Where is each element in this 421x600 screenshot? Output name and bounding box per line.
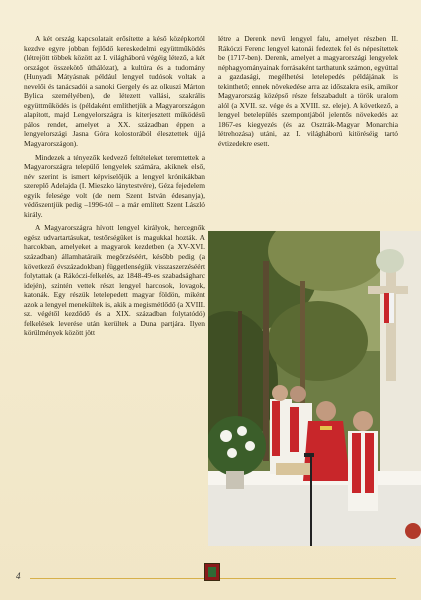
priest-head — [290, 386, 306, 402]
paragraph: A Magyarországra hívott lengyel királyok, hercegnők egész udvartartásukat, testőrségüket is magukkal hozták. A harcokban, amelyeket a magyarok kezdetben (a XV-XVI. században) államhatáraik megőrzéséért, később pedig (a következő évszázadokban) függetlenségük visszaszerzéséért folytattak (a Rákóczi-felkelés, az 1848-49-es szabadságharc idején), szintén vettek részt lengyel harcosok, lovagok, katonák. Egy részük letelepedett magyar földön, miként azok a lengyel menekültek is, akik a megismétlődő (a XVIII. sz. végétől kezdődő és a XIX. században folytatódó) felkelések leverése után kerültek a Duna partjára. Ilyen körülmények között jött — [24, 223, 205, 338]
ribbon-red — [384, 293, 389, 323]
microphone — [304, 453, 314, 457]
photo-outdoor-mass — [208, 231, 421, 546]
flower-vase — [226, 471, 244, 489]
tree-trunk — [263, 261, 269, 461]
priest-head — [272, 385, 288, 401]
priest-head — [316, 401, 336, 421]
flower — [245, 441, 255, 451]
stole-red — [272, 401, 280, 456]
flower — [227, 448, 237, 458]
flower — [220, 430, 232, 442]
missal-book — [276, 463, 310, 475]
photo-illustration — [208, 231, 421, 546]
paragraph: A két ország kapcsolatait erősítette a késő középkortól kezdve egyre jobban fejlődő kereskedelmi együttműködés (létrejött többek között az I. világháború végéig létező, a két országot összekötő úthálózat), a kultúra és a tudomány (Hunyadi Mátyásnak például lengyel tudósok voltak a nevelői és tanácsadói a sanoki Gergely és az olkuszi Márton Bylica személyében), de létezett vallási, szakrális együttműködés is (példaként említhetjük a Magyarországon alapított, majd Lengyelországra is kiterjesztett működésű pálos rendet, amelyet a XX. században éppen a lengyelországi Jasna Góra kolostorából élesztettek újjá Magyarországon). — [24, 34, 205, 149]
page-number: 4 — [16, 571, 21, 581]
stole-red — [365, 433, 374, 493]
left-text-column — [24, 34, 205, 342]
right-text-column — [218, 34, 398, 153]
footer-emblem-icon — [204, 563, 220, 581]
tree-foliage — [268, 301, 368, 381]
flower-bouquet — [208, 416, 266, 476]
flower — [237, 426, 247, 436]
stole-red — [352, 433, 361, 493]
paragraph: létre a Derenk nevű lengyel falu, amelyet részben II. Rákóczi Ferenc lengyel katonái fedeztek fel és népesítettek be (1717-ben). Derenk, amelyet a magyarországi lengyelek néphagyományainak forrásaként tarthatunk számon, egyúttal a gazdasági, megélhetési letelepedés példájának is tekinthető; ennek növekedése arra az időszakra esik, amikor Magyarország középső része felszabadult a török uralom alól (a XVII. sz. vége és a XVIII. sz. eleje). A következő, a lengyel betelepülés szempontjából jelentős növekedés az 1867-es kiegyezés (és az Osztrák-Magyar Monarchia létrehozása) utáni, az I. világháború kitöréséig tartó évtizedekre esett. — [218, 34, 398, 149]
flower-red — [405, 523, 421, 539]
stole-red — [290, 407, 299, 452]
flower-wreath — [376, 249, 404, 273]
microphone-stand — [310, 456, 312, 546]
chasuble-trim — [320, 426, 332, 430]
altar-cloth — [208, 481, 421, 546]
priest-head — [353, 411, 373, 431]
cross-beam — [368, 286, 408, 294]
ribbon-white — [389, 293, 394, 323]
paragraph: Mindezek a tényezők kedvező feltételeket teremtettek a Magyarországra települő lengyelek számára, akiknek első, név szerint is ismert képviselőjük a lengyel krónikákban szereplő Adelajda (I. Mieszko lánytestvére), Géza fejedelem egyik felesége volt (de nem Szent István édesanyja), védőszentjük pedig –1996-tól – a már említett Szent László király. — [24, 152, 205, 219]
